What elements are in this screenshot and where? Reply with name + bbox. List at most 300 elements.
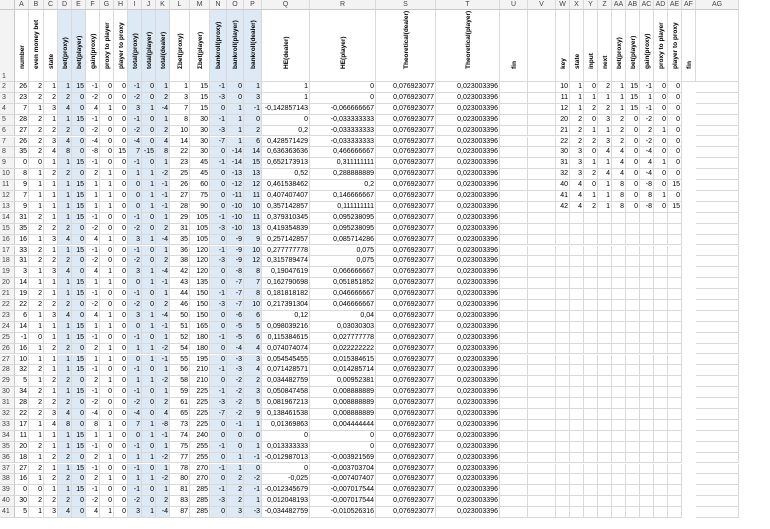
data-cell[interactable]: -9 [227, 246, 244, 257]
data-cell[interactable]: 0 [584, 180, 598, 191]
data-cell[interactable]: 0 [626, 180, 640, 191]
data-cell[interactable] [500, 344, 528, 355]
data-cell[interactable]: -1 [156, 180, 170, 191]
column-header-f[interactable]: F [86, 0, 100, 10]
data-cell[interactable] [626, 442, 640, 453]
data-cell[interactable]: 2 [58, 474, 72, 485]
data-cell[interactable] [696, 420, 739, 431]
data-cell[interactable]: 1 [100, 344, 114, 355]
data-cell[interactable]: -3 [210, 398, 227, 409]
data-cell[interactable]: 4 [244, 344, 262, 355]
data-cell[interactable]: 0 [210, 147, 227, 158]
data-cell[interactable] [500, 387, 528, 398]
data-cell[interactable]: 0,03030303 [310, 322, 376, 333]
data-cell[interactable]: 180 [190, 344, 210, 355]
data-cell[interactable]: 2 [29, 93, 44, 104]
data-cell[interactable] [570, 246, 584, 257]
data-cell[interactable]: 0,022222222 [310, 344, 376, 355]
data-cell[interactable]: -0,003921569 [310, 453, 376, 464]
data-cell[interactable]: 2 [227, 474, 244, 485]
data-cell[interactable]: -4 [128, 409, 142, 420]
data-cell[interactable]: 0 [100, 365, 114, 376]
data-cell[interactable]: 4 [612, 158, 626, 169]
data-cell[interactable] [528, 93, 556, 104]
data-cell[interactable]: -1 [210, 82, 227, 93]
data-cell[interactable]: 1 [156, 464, 170, 475]
data-cell[interactable]: -1 [210, 365, 227, 376]
data-cell[interactable] [626, 431, 640, 442]
data-cell[interactable]: 26 [15, 137, 29, 148]
data-cell[interactable] [500, 442, 528, 453]
data-cell[interactable]: -2 [227, 387, 244, 398]
data-cell[interactable]: -1 [128, 246, 142, 257]
data-cell[interactable] [668, 409, 682, 420]
data-cell[interactable]: 2 [29, 365, 44, 376]
data-cell[interactable]: 4 [612, 169, 626, 180]
data-cell[interactable] [528, 442, 556, 453]
data-cell[interactable]: 0,013333333 [262, 442, 310, 453]
data-cell[interactable]: 1 [156, 213, 170, 224]
data-cell[interactable] [640, 420, 654, 431]
data-cell[interactable]: 1 [598, 158, 612, 169]
data-cell[interactable] [500, 300, 528, 311]
data-cell[interactable]: 0 [626, 137, 640, 148]
data-cell[interactable] [528, 322, 556, 333]
data-cell[interactable] [612, 409, 626, 420]
data-cell[interactable]: 4 [244, 365, 262, 376]
data-cell[interactable]: -1 [156, 355, 170, 366]
data-cell[interactable] [500, 158, 528, 169]
data-cell[interactable]: 12 [244, 256, 262, 267]
data-cell[interactable] [612, 442, 626, 453]
data-cell[interactable]: 0,023003396 [436, 453, 500, 464]
data-cell[interactable]: 1 [29, 235, 44, 246]
data-cell[interactable]: 0 [668, 147, 682, 158]
data-cell[interactable] [584, 507, 598, 518]
data-cell[interactable]: 3 [15, 267, 29, 278]
data-cell[interactable]: 13 [244, 224, 262, 235]
data-cell[interactable]: 0 [654, 82, 668, 93]
data-cell[interactable]: 0,257142857 [262, 235, 310, 246]
data-cell[interactable]: 0 [142, 82, 156, 93]
data-cell[interactable] [668, 256, 682, 267]
data-cell[interactable]: 120 [190, 246, 210, 257]
data-cell[interactable] [500, 202, 528, 213]
data-cell[interactable] [696, 464, 739, 475]
data-cell[interactable] [612, 213, 626, 224]
data-cell[interactable]: 27 [15, 464, 29, 475]
data-cell[interactable]: 285 [190, 485, 210, 496]
data-cell[interactable] [696, 376, 739, 387]
data-cell[interactable] [640, 496, 654, 507]
data-cell[interactable]: 2 [86, 376, 100, 387]
data-cell[interactable]: 1 [640, 93, 654, 104]
data-cell[interactable] [626, 387, 640, 398]
data-cell[interactable]: 2 [29, 409, 44, 420]
data-cell[interactable]: 1 [58, 464, 72, 475]
header-cell-w[interactable] [556, 10, 570, 82]
data-cell[interactable]: 1 [142, 311, 156, 322]
data-cell[interactable] [500, 235, 528, 246]
data-cell[interactable]: 0,076923077 [376, 158, 436, 169]
data-cell[interactable] [696, 289, 739, 300]
data-cell[interactable]: 0 [626, 126, 640, 137]
data-cell[interactable] [584, 224, 598, 235]
data-cell[interactable]: -11 [227, 191, 244, 202]
data-cell[interactable]: 14 [244, 147, 262, 158]
header-cell-s[interactable] [376, 10, 436, 82]
data-cell[interactable]: -1 [128, 464, 142, 475]
data-cell[interactable]: 0,2 [310, 180, 376, 191]
data-cell[interactable]: 2 [44, 169, 58, 180]
header-cell-y[interactable] [584, 10, 598, 82]
data-cell[interactable] [626, 398, 640, 409]
data-cell[interactable]: -0,012345679 [262, 485, 310, 496]
data-cell[interactable]: 1 [44, 191, 58, 202]
data-cell[interactable] [626, 322, 640, 333]
data-cell[interactable]: -13 [227, 169, 244, 180]
data-cell[interactable]: -1 [86, 464, 100, 475]
data-cell[interactable]: 1 [44, 213, 58, 224]
data-cell[interactable]: 0 [72, 507, 86, 518]
data-cell[interactable]: 0,076923077 [376, 464, 436, 475]
row-header[interactable]: 34 [0, 431, 15, 442]
data-cell[interactable] [626, 485, 640, 496]
data-cell[interactable]: 74 [170, 431, 190, 442]
data-cell[interactable]: 7 [244, 278, 262, 289]
data-cell[interactable]: 1 [29, 355, 44, 366]
data-cell[interactable] [696, 453, 739, 464]
data-cell[interactable]: -1 [86, 158, 100, 169]
data-cell[interactable]: 0 [142, 256, 156, 267]
data-cell[interactable] [654, 409, 668, 420]
row-header[interactable]: 9 [0, 158, 15, 169]
data-cell[interactable]: -7 [227, 289, 244, 300]
data-cell[interactable] [570, 311, 584, 322]
data-cell[interactable]: -2 [128, 300, 142, 311]
data-cell[interactable] [584, 485, 598, 496]
data-cell[interactable]: 1 [29, 180, 44, 191]
data-cell[interactable] [668, 246, 682, 257]
data-cell[interactable]: 4 [86, 311, 100, 322]
column-header-ad[interactable]: AD [654, 0, 668, 10]
data-cell[interactable]: 0 [210, 355, 227, 366]
data-cell[interactable] [598, 442, 612, 453]
data-cell[interactable]: -1 [128, 333, 142, 344]
data-cell[interactable]: 2 [156, 224, 170, 235]
data-cell[interactable]: 0 [626, 169, 640, 180]
data-cell[interactable]: 1 [44, 365, 58, 376]
data-cell[interactable]: 1 [100, 431, 114, 442]
data-cell[interactable] [570, 213, 584, 224]
data-cell[interactable]: 1 [584, 126, 598, 137]
data-cell[interactable]: 1 [100, 267, 114, 278]
data-cell[interactable]: 0,023003396 [436, 104, 500, 115]
data-cell[interactable]: 0 [72, 398, 86, 409]
data-cell[interactable]: 50 [170, 311, 190, 322]
data-cell[interactable]: -0,033333333 [310, 126, 376, 137]
data-cell[interactable]: 0,034482759 [262, 376, 310, 387]
data-cell[interactable]: 15 [668, 202, 682, 213]
data-cell[interactable]: 0,076923077 [376, 137, 436, 148]
data-cell[interactable]: 2 [29, 398, 44, 409]
data-cell[interactable]: 0 [114, 420, 128, 431]
data-cell[interactable] [598, 376, 612, 387]
data-cell[interactable]: 8 [58, 420, 72, 431]
data-cell[interactable]: -1 [86, 333, 100, 344]
data-cell[interactable]: 0,138461538 [262, 409, 310, 420]
data-cell[interactable]: 0 [668, 158, 682, 169]
data-cell[interactable]: 35 [15, 147, 29, 158]
data-cell[interactable]: -1 [86, 213, 100, 224]
data-cell[interactable]: 1 [100, 191, 114, 202]
data-cell[interactable]: 15 [72, 191, 86, 202]
row-header[interactable]: 11 [0, 180, 15, 191]
data-cell[interactable]: -1 [86, 246, 100, 257]
data-cell[interactable] [500, 474, 528, 485]
data-cell[interactable]: 1 [29, 474, 44, 485]
data-cell[interactable]: 0 [210, 191, 227, 202]
data-cell[interactable]: -10 [227, 224, 244, 235]
data-cell[interactable]: 75 [170, 442, 190, 453]
data-cell[interactable] [612, 322, 626, 333]
data-cell[interactable]: 0 [114, 256, 128, 267]
data-cell[interactable]: 0 [114, 180, 128, 191]
row-header[interactable]: 25 [0, 333, 15, 344]
data-cell[interactable]: 1 [142, 169, 156, 180]
data-cell[interactable]: 2 [44, 224, 58, 235]
data-cell[interactable]: 0 [626, 158, 640, 169]
data-cell[interactable] [556, 344, 570, 355]
data-cell[interactable]: -7 [227, 278, 244, 289]
data-cell[interactable]: 0,076923077 [376, 169, 436, 180]
data-cell[interactable] [598, 267, 612, 278]
data-cell[interactable] [584, 387, 598, 398]
data-cell[interactable] [640, 507, 654, 518]
data-cell[interactable] [668, 224, 682, 235]
data-cell[interactable] [696, 387, 739, 398]
data-cell[interactable]: 1 [58, 191, 72, 202]
data-cell[interactable]: 105 [190, 213, 210, 224]
data-cell[interactable]: 1 [654, 158, 668, 169]
data-cell[interactable]: 1 [128, 474, 142, 485]
data-cell[interactable] [598, 300, 612, 311]
data-cell[interactable]: 2 [58, 169, 72, 180]
data-cell[interactable]: 1 [29, 311, 44, 322]
data-cell[interactable] [584, 278, 598, 289]
data-cell[interactable]: 0 [654, 169, 668, 180]
data-cell[interactable]: 1 [612, 93, 626, 104]
data-cell[interactable] [500, 180, 528, 191]
data-cell[interactable]: 14 [170, 137, 190, 148]
column-header-d[interactable]: D [58, 0, 72, 10]
data-cell[interactable]: 10 [244, 246, 262, 257]
data-cell[interactable] [570, 344, 584, 355]
data-cell[interactable] [654, 311, 668, 322]
data-cell[interactable]: 15 [190, 104, 210, 115]
data-cell[interactable]: 1 [142, 104, 156, 115]
data-cell[interactable]: 8 [15, 169, 29, 180]
data-cell[interactable]: 15 [72, 213, 86, 224]
data-cell[interactable]: 1 [86, 431, 100, 442]
data-cell[interactable] [696, 213, 739, 224]
data-cell[interactable]: 0,461538462 [262, 180, 310, 191]
data-cell[interactable]: 0 [142, 398, 156, 409]
data-cell[interactable]: 1 [142, 453, 156, 464]
data-cell[interactable]: -10 [227, 202, 244, 213]
data-cell[interactable] [668, 442, 682, 453]
data-cell[interactable]: 0,115384615 [262, 333, 310, 344]
data-cell[interactable]: 1 [128, 453, 142, 464]
data-cell[interactable]: 0 [142, 289, 156, 300]
data-cell[interactable]: 0,023003396 [436, 496, 500, 507]
data-cell[interactable]: 16 [15, 474, 29, 485]
data-cell[interactable] [626, 333, 640, 344]
data-cell[interactable]: 3 [570, 147, 584, 158]
data-cell[interactable]: 0,146666667 [310, 191, 376, 202]
data-cell[interactable]: 1 [44, 246, 58, 257]
data-cell[interactable]: 1 [58, 355, 72, 366]
data-cell[interactable]: 2 [29, 289, 44, 300]
data-cell[interactable] [570, 322, 584, 333]
data-cell[interactable]: 4 [44, 147, 58, 158]
column-header-af[interactable]: AF [682, 0, 696, 10]
data-cell[interactable]: 0 [114, 507, 128, 518]
data-cell[interactable]: 1 [100, 453, 114, 464]
data-cell[interactable]: 1 [44, 322, 58, 333]
data-cell[interactable] [528, 496, 556, 507]
data-cell[interactable]: 5 [244, 398, 262, 409]
data-cell[interactable] [612, 333, 626, 344]
data-cell[interactable] [696, 409, 739, 420]
data-cell[interactable]: 1 [29, 267, 44, 278]
data-cell[interactable]: 1 [58, 365, 72, 376]
row-header[interactable]: 1 [0, 10, 15, 82]
data-cell[interactable]: 0,074074074 [262, 344, 310, 355]
data-cell[interactable] [556, 289, 570, 300]
data-cell[interactable]: 2 [29, 82, 44, 93]
data-cell[interactable]: 195 [190, 355, 210, 366]
data-cell[interactable] [570, 420, 584, 431]
data-cell[interactable] [500, 169, 528, 180]
data-cell[interactable]: 2 [29, 246, 44, 257]
data-cell[interactable] [584, 409, 598, 420]
data-cell[interactable]: 77 [170, 453, 190, 464]
data-cell[interactable]: 0 [100, 246, 114, 257]
data-cell[interactable]: 0 [668, 169, 682, 180]
row-header[interactable]: 6 [0, 126, 15, 137]
data-cell[interactable]: 0,428571429 [262, 137, 310, 148]
data-cell[interactable]: 0,076923077 [376, 246, 436, 257]
data-cell[interactable]: 0 [584, 147, 598, 158]
data-cell[interactable]: 15 [72, 333, 86, 344]
data-cell[interactable]: -2 [156, 376, 170, 387]
data-cell[interactable]: 285 [190, 507, 210, 518]
data-cell[interactable]: 1 [156, 365, 170, 376]
data-cell[interactable]: 2 [86, 344, 100, 355]
data-cell[interactable]: -7 [227, 300, 244, 311]
data-cell[interactable]: 0 [114, 93, 128, 104]
data-cell[interactable]: 2 [570, 137, 584, 148]
data-cell[interactable]: 0 [72, 147, 86, 158]
data-cell[interactable]: 0,027777778 [310, 333, 376, 344]
data-cell[interactable]: 0,023003396 [436, 246, 500, 257]
column-header-j[interactable]: J [142, 0, 156, 10]
data-cell[interactable]: 15 [72, 365, 86, 376]
data-cell[interactable]: 3 [44, 137, 58, 148]
data-cell[interactable]: 1 [584, 158, 598, 169]
data-cell[interactable]: 1 [29, 202, 44, 213]
data-cell[interactable] [654, 442, 668, 453]
row-header[interactable]: 27 [0, 355, 15, 366]
data-cell[interactable] [654, 474, 668, 485]
data-cell[interactable]: -3 [227, 365, 244, 376]
data-cell[interactable]: 0,095238095 [310, 224, 376, 235]
data-cell[interactable]: 78 [170, 464, 190, 475]
data-cell[interactable]: 2 [570, 115, 584, 126]
data-cell[interactable]: 0,076923077 [376, 420, 436, 431]
row-header[interactable]: 29 [0, 376, 15, 387]
data-cell[interactable] [640, 474, 654, 485]
data-cell[interactable] [626, 474, 640, 485]
data-cell[interactable]: 0 [72, 224, 86, 235]
data-cell[interactable]: -1 [640, 82, 654, 93]
data-cell[interactable]: -2 [244, 474, 262, 485]
data-cell[interactable]: 0,023003396 [436, 409, 500, 420]
data-cell[interactable] [612, 420, 626, 431]
data-cell[interactable] [570, 431, 584, 442]
data-cell[interactable]: 22 [170, 147, 190, 158]
data-cell[interactable] [500, 365, 528, 376]
data-cell[interactable]: 30 [190, 126, 210, 137]
data-cell[interactable]: 1 [58, 387, 72, 398]
data-cell[interactable]: 0 [142, 93, 156, 104]
header-cell-i[interactable] [128, 10, 142, 82]
data-cell[interactable] [668, 300, 682, 311]
data-cell[interactable]: 1 [58, 115, 72, 126]
data-cell[interactable]: 8 [244, 289, 262, 300]
data-cell[interactable]: 1 [100, 376, 114, 387]
data-cell[interactable] [584, 464, 598, 475]
data-cell[interactable]: 0,023003396 [436, 376, 500, 387]
data-cell[interactable]: 0,466666667 [310, 147, 376, 158]
data-cell[interactable] [598, 344, 612, 355]
data-cell[interactable]: 1 [156, 246, 170, 257]
data-cell[interactable] [612, 289, 626, 300]
data-cell[interactable] [528, 158, 556, 169]
row-header[interactable]: 4 [0, 104, 15, 115]
data-cell[interactable]: 0,076923077 [376, 278, 436, 289]
row-header[interactable]: 41 [0, 507, 15, 518]
data-cell[interactable]: 4 [156, 137, 170, 148]
data-cell[interactable] [584, 453, 598, 464]
data-cell[interactable] [612, 431, 626, 442]
data-cell[interactable]: 1 [142, 322, 156, 333]
data-cell[interactable] [626, 365, 640, 376]
data-cell[interactable]: 0 [668, 191, 682, 202]
data-cell[interactable]: -1 [210, 289, 227, 300]
data-cell[interactable]: 1 [100, 474, 114, 485]
data-cell[interactable]: 2 [58, 376, 72, 387]
data-cell[interactable] [528, 420, 556, 431]
data-cell[interactable]: 2 [29, 137, 44, 148]
data-cell[interactable]: 2 [29, 300, 44, 311]
data-cell[interactable] [570, 442, 584, 453]
data-cell[interactable]: 2 [44, 376, 58, 387]
data-cell[interactable]: 1 [100, 507, 114, 518]
data-cell[interactable] [668, 267, 682, 278]
data-cell[interactable] [668, 289, 682, 300]
